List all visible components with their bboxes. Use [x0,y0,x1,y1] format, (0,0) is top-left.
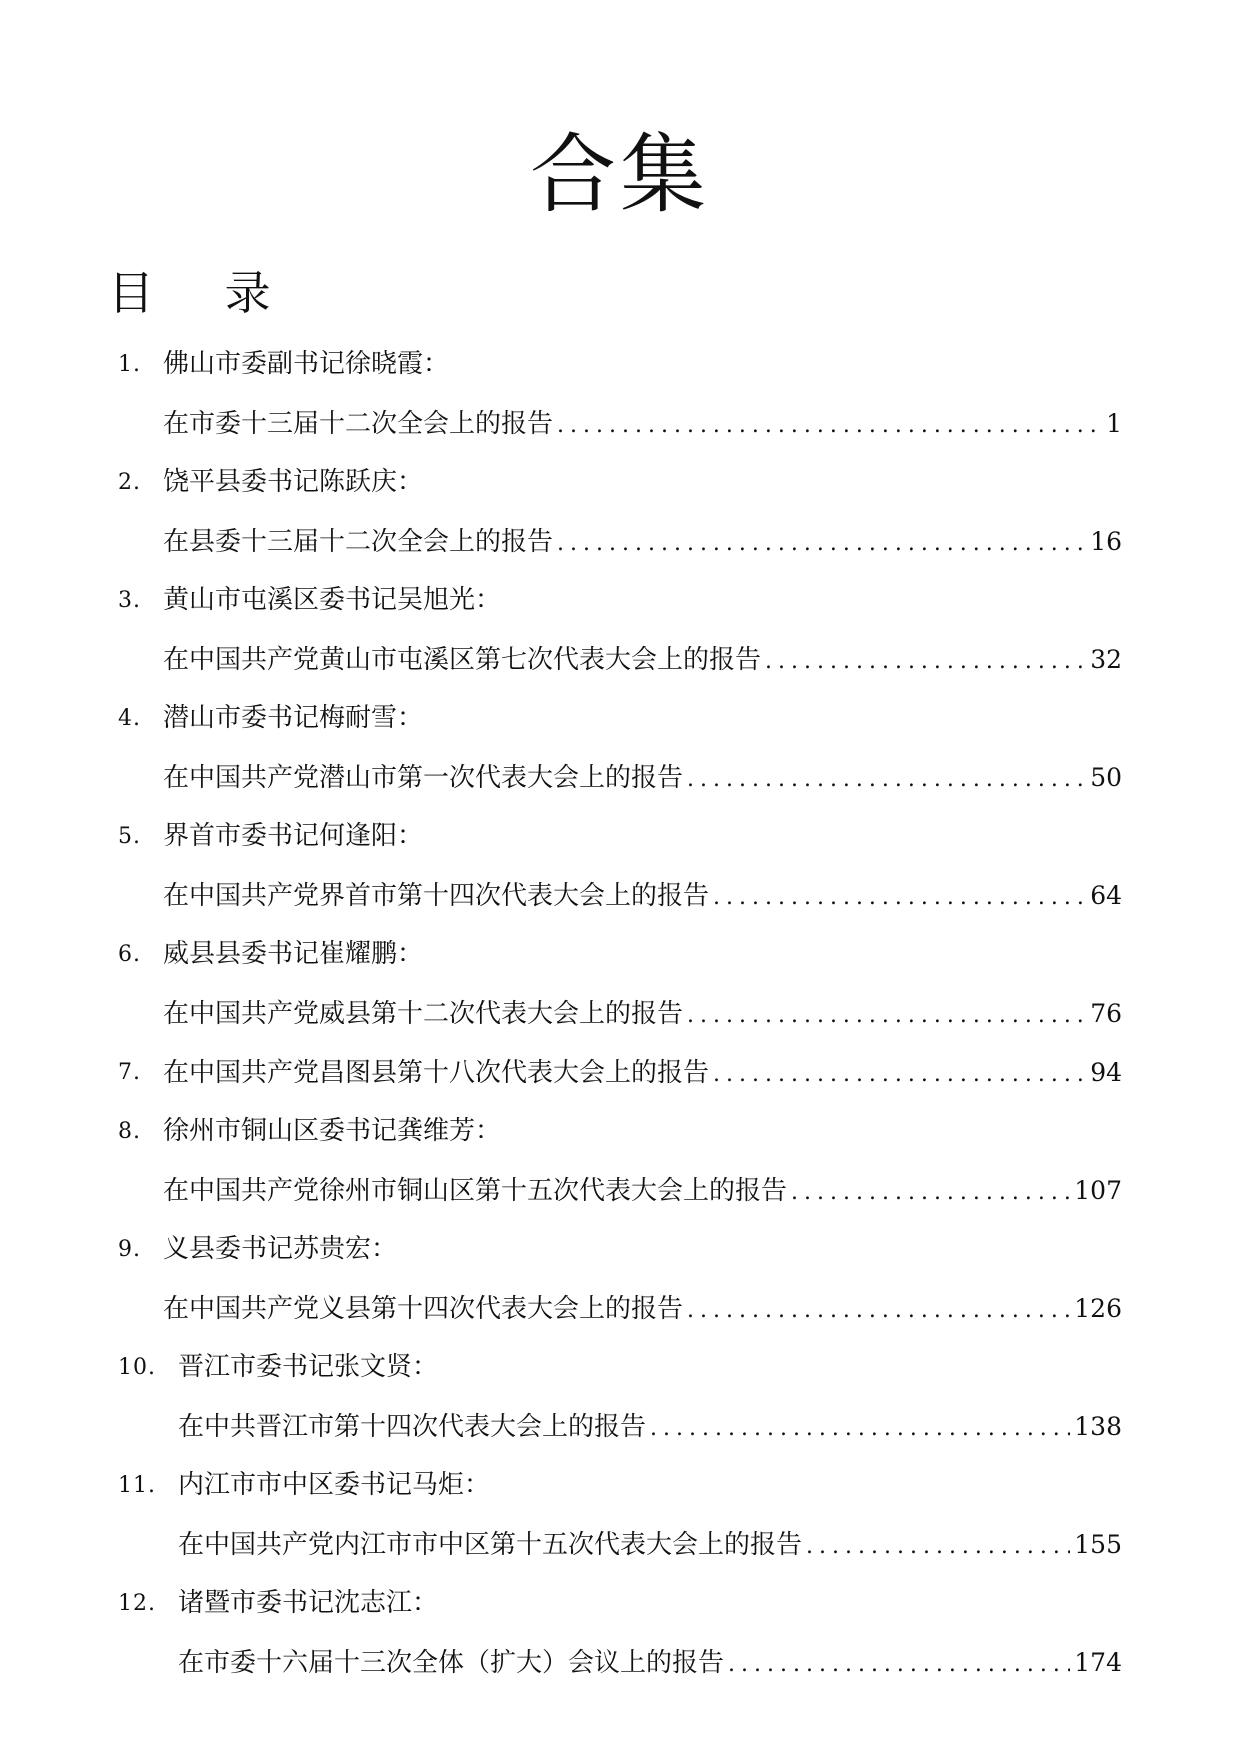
toc-author-row [0,1102,1240,1161]
entry-number: 10. [118,1355,156,1380]
toc-author-row [0,689,1240,748]
dot-leader [765,632,1086,691]
toc-author-row [0,335,1240,394]
entry-number: 9. [118,1237,141,1262]
toc-author-row [0,1338,1240,1397]
entry-report-title: 在中国共产党威县第十二次代表大会上的报告 [163,999,684,1029]
toc-report-row[interactable] [0,1397,1240,1456]
entry-page-number: 32 [1090,645,1122,674]
dot-leader [557,396,1102,455]
entry-number: 8. [118,1119,141,1144]
dot-leader [713,868,1086,927]
toc-entry-link[interactable] [163,394,1122,455]
toc-author-row [0,571,1240,630]
entry-author: 潜山市委书记梅耐雪： [163,703,424,733]
entry-number: 11. [118,1473,156,1498]
entry-report-title: 在县委十三届十二次全会上的报告 [163,527,554,557]
entry-page-number: 138 [1074,1412,1122,1441]
entry-number: 3. [118,588,141,613]
entry-number: 4. [118,706,141,731]
toc-entry-link[interactable] [178,1515,1122,1576]
dot-leader [713,1045,1086,1104]
toc-report-row[interactable] [0,1515,1240,1574]
entry-author: 界首市委书记何逢阳： [163,821,424,851]
toc-entry-link[interactable] [163,866,1122,927]
entry-page-number: 174 [1074,1648,1122,1677]
toc-entry-link[interactable] [163,748,1122,809]
entry-report-title: 在中国共产党徐州市铜山区第十五次代表大会上的报告 [163,1176,788,1206]
toc-report-row[interactable] [0,512,1240,571]
toc-report-row[interactable] [0,1043,1240,1102]
entry-page-number: 64 [1090,881,1122,910]
entry-number: 5. [118,824,141,849]
toc-report-row[interactable] [0,630,1240,689]
toc-report-row[interactable] [0,984,1240,1043]
toc-author-row [0,807,1240,866]
entry-author: 佛山市委副书记徐晓霞： [163,349,450,379]
entry-page-number: 50 [1090,763,1122,792]
entry-author: 内江市市中区委书记马炬： [178,1470,491,1500]
toc-report-row[interactable] [0,1161,1240,1220]
entry-author: 威县县委书记崔耀鹏： [163,939,424,969]
toc-heading: 目 录 [108,266,299,320]
entry-page-number: 155 [1074,1530,1122,1559]
entry-author: 黄山市屯溪区委书记吴旭光： [163,585,502,615]
toc-entry-link[interactable] [163,1161,1122,1222]
entry-author: 义县委书记苏贵宏： [163,1234,398,1264]
entry-report-title: 在中国共产党黄山市屯溪区第七次代表大会上的报告 [163,645,762,675]
entry-report-title: 在市委十六届十三次全体（扩大）会议上的报告 [178,1648,725,1678]
toc-report-row[interactable] [0,1633,1240,1692]
entry-report-title: 在中国共产党义县第十四次代表大会上的报告 [163,1294,684,1324]
entry-author: 诸暨市委书记沈志江： [178,1588,439,1618]
toc-report-row[interactable] [0,1279,1240,1338]
toc-entry-link[interactable] [163,1043,1122,1104]
toc-report-row[interactable] [0,866,1240,925]
entry-number: 7. [118,1060,141,1085]
entry-author: 饶平县委书记陈跃庆： [163,467,424,497]
dot-leader [687,750,1086,809]
toc-author-row [0,1456,1240,1515]
table-of-contents [0,335,1240,1692]
entry-number: 2. [118,470,141,495]
entry-page-number: 94 [1090,1058,1122,1087]
toc-author-row [0,925,1240,984]
entry-report-title: 在中国共产党潜山市第一次代表大会上的报告 [163,763,684,793]
entry-report-title: 在市委十三届十二次全会上的报告 [163,409,554,439]
entry-report-title: 在中共晋江市第十四次代表大会上的报告 [178,1412,647,1442]
entry-page-number: 126 [1074,1294,1122,1323]
dot-leader [687,986,1086,1045]
entry-author: 徐州市铜山区委书记龚维芳： [163,1116,502,1146]
entry-number: 6. [118,942,141,967]
entry-report-title: 在中国共产党界首市第十四次代表大会上的报告 [163,881,710,911]
toc-author-row [0,1574,1240,1633]
toc-entry-link[interactable] [163,984,1122,1045]
entry-page-number: 1 [1106,409,1122,438]
document-title: 合集 [530,125,710,225]
entry-report-title: 在中国共产党昌图县第十八次代表大会上的报告 [163,1058,710,1088]
toc-report-row[interactable] [0,394,1240,453]
entry-page-number: 76 [1090,999,1122,1028]
entry-author: 晋江市委书记张文贤： [178,1352,439,1382]
toc-report-row[interactable] [0,748,1240,807]
toc-entry-link[interactable] [178,1397,1122,1458]
entry-page-number: 107 [1074,1176,1122,1205]
dot-leader [650,1399,1070,1458]
entry-page-number: 16 [1090,527,1122,556]
dot-leader [728,1635,1070,1694]
entry-number: 1. [118,352,141,377]
entry-number: 12. [118,1591,156,1616]
dot-leader [806,1517,1070,1576]
entry-report-title: 在中国共产党内江市市中区第十五次代表大会上的报告 [178,1530,803,1560]
dot-leader [557,514,1086,573]
toc-entry-link[interactable] [178,1633,1122,1694]
toc-entry-link[interactable] [163,630,1122,691]
toc-author-row [0,1220,1240,1279]
dot-leader [687,1281,1070,1340]
toc-author-row [0,453,1240,512]
toc-entry-link[interactable] [163,512,1122,573]
dot-leader [791,1163,1070,1222]
toc-entry-link[interactable] [163,1279,1122,1340]
